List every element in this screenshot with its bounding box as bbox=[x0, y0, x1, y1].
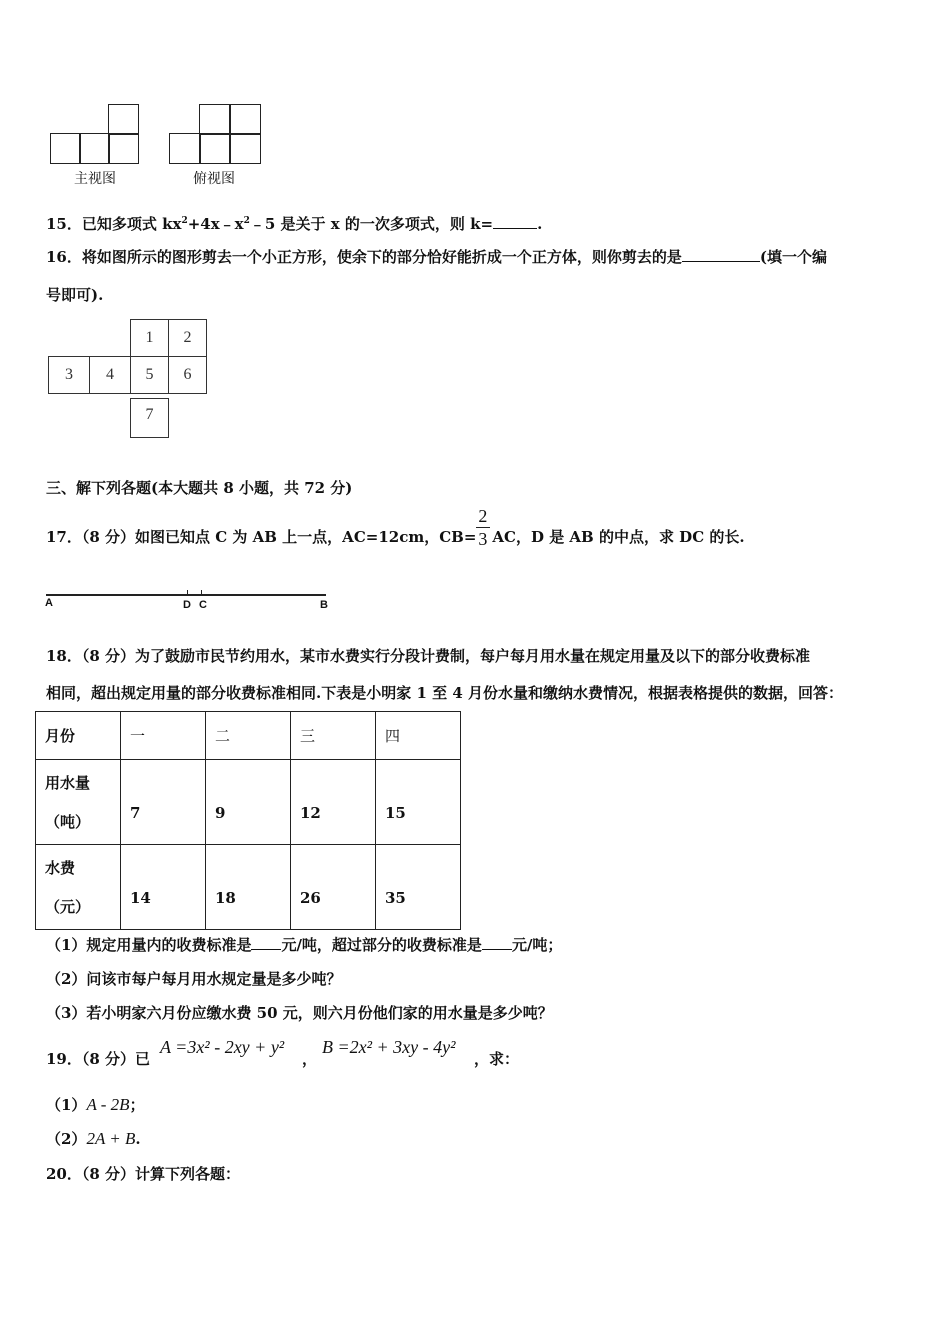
table-cell: 18 bbox=[206, 845, 291, 930]
fraction-2-3: $\frac{2}{3}$ bbox=[476, 532, 492, 542]
net-cell-7: 7 bbox=[130, 398, 169, 438]
question-16-line2: 号即可). bbox=[46, 286, 104, 304]
main-view-label: 主视图 bbox=[74, 171, 116, 187]
net-cell-2: 2 bbox=[168, 319, 207, 357]
question-19-sub1: （1）A - 2B； bbox=[46, 1095, 145, 1114]
net-cell-3: 3 bbox=[48, 356, 90, 394]
answer-blank[interactable] bbox=[251, 935, 281, 950]
question-18-sub3: （3）若小明家六月份应缴水费 50 元，则六月份他们家的用水量是多少吨？ bbox=[46, 1004, 553, 1022]
net-cell-1: 1 bbox=[130, 319, 169, 357]
expression-a: A =3x² - 2xy + y² bbox=[160, 1037, 285, 1057]
point-label-c: C bbox=[199, 599, 207, 611]
tick-d bbox=[187, 590, 188, 595]
top-view-square bbox=[199, 104, 231, 135]
row-label: 用水量 bbox=[45, 774, 91, 792]
table-cell: 35 bbox=[376, 845, 461, 930]
answer-blank[interactable] bbox=[493, 214, 537, 229]
main-view-square bbox=[108, 133, 139, 164]
point-label-a: A bbox=[45, 597, 53, 609]
table-cell bbox=[36, 845, 121, 930]
main-view-square bbox=[79, 133, 110, 164]
top-view-label: 俯视图 bbox=[193, 171, 235, 187]
table-row bbox=[36, 760, 461, 845]
net-cell-6: 6 bbox=[168, 356, 207, 394]
table-cell: 14 bbox=[121, 845, 206, 930]
table-cell: 26 bbox=[291, 845, 376, 930]
point-label-b: B bbox=[320, 599, 328, 611]
ask-text: ，求： bbox=[474, 1050, 520, 1068]
table-cell: 7 bbox=[121, 760, 206, 845]
table-cell: 三 bbox=[291, 712, 376, 760]
question-18-sub2: （2）问该市每户每月用水规定量是多少吨？ bbox=[46, 970, 342, 988]
question-16-line1: 16．将如图所示的图形剪去一个小正方形，使余下的部分恰好能折成一个正方体，则你剪去的是 (填一个编 bbox=[46, 248, 827, 266]
answer-blank[interactable] bbox=[482, 935, 512, 950]
table-cell bbox=[36, 760, 121, 845]
top-view-square bbox=[169, 133, 201, 164]
row-label: （吨） bbox=[45, 813, 91, 831]
tick-c bbox=[201, 590, 202, 595]
net-cell-5: 5 bbox=[130, 356, 169, 394]
table-cell: 一 bbox=[121, 712, 206, 760]
table-cell: 二 bbox=[206, 712, 291, 760]
comma: ， bbox=[302, 1050, 318, 1068]
water-fee-table bbox=[35, 711, 461, 930]
question-19-sub2: （2）2A + B. bbox=[46, 1129, 141, 1148]
table-cell: 四 bbox=[376, 712, 461, 760]
question-17: 17．（8 分）如图已知点 C 为 AB 上一点，AC=12cm，CB= $\frac{2}{3}$ AC，D 是 AB 的中点，求 DC 的长. bbox=[46, 506, 745, 549]
answer-blank[interactable] bbox=[682, 247, 760, 262]
segment-ab-line bbox=[46, 594, 326, 596]
question-15: 15．已知多项式 $kx^2+4x﹣x^2﹣5$ 是关于 x 的一次多项式，则 k= . bbox=[46, 215, 543, 233]
table-cell: 15 bbox=[376, 760, 461, 845]
main-view-square bbox=[108, 104, 139, 135]
question-18-sub1: （1）规定用量内的收费标准是 元/吨，超过部分的收费标准是 元/吨； bbox=[46, 936, 563, 954]
question-19: 19．（8 分）已 bbox=[46, 1050, 151, 1068]
section-3-title: 三、解下列各题(本大题共 8 小题，共 72 分) bbox=[46, 479, 353, 497]
question-20: 20．（8 分）计算下列各题： bbox=[46, 1165, 241, 1183]
table-cell: 12 bbox=[291, 760, 376, 845]
table-cell: 9 bbox=[206, 760, 291, 845]
point-label-d: D bbox=[183, 599, 191, 611]
table-cell: 月份 bbox=[36, 712, 121, 760]
expression-b: B =2x² + 3xy - 4y² bbox=[322, 1037, 456, 1057]
question-18-line1: 18．（8 分）为了鼓励市民节约用水，某市水费实行分段计费制，每户每月用水量在规定用量及以下的部分收费标准 bbox=[46, 647, 811, 665]
net-cell-4: 4 bbox=[89, 356, 131, 394]
row-label: 水费 bbox=[45, 859, 76, 877]
top-view-square bbox=[229, 133, 261, 164]
top-view-square bbox=[229, 104, 261, 135]
top-view-square bbox=[199, 133, 231, 164]
question-18-line2: 相同，超出规定用量的部分收费标准相同.下表是小明家 1 至 4 月份水量和缴纳水费情况，根据表格提供的数据，回答： bbox=[46, 684, 843, 702]
table-row bbox=[36, 845, 461, 930]
main-view-square bbox=[50, 133, 81, 164]
table-row bbox=[36, 712, 461, 760]
row-label: （元） bbox=[45, 898, 91, 916]
